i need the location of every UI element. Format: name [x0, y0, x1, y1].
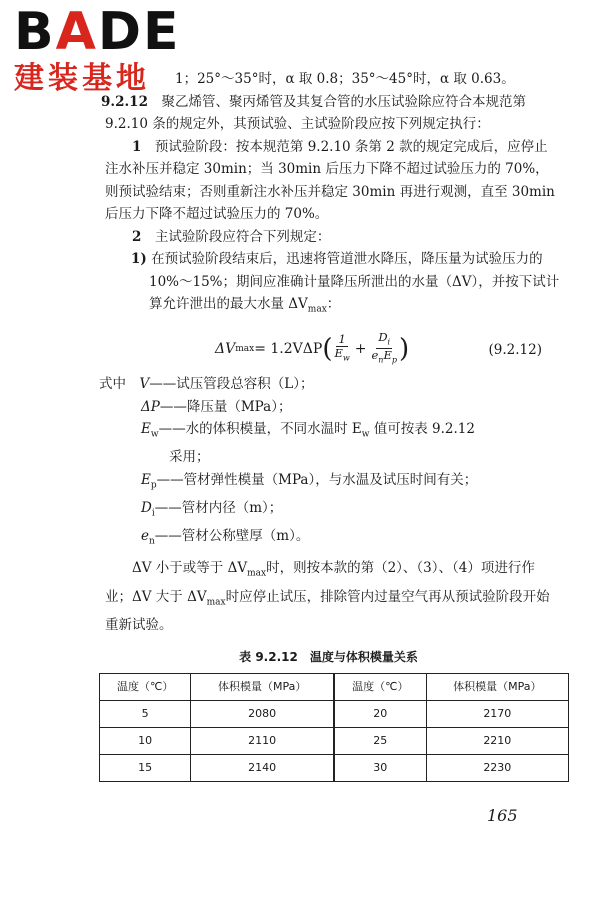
table-row — [100, 754, 569, 781]
left-paren: ( — [322, 333, 333, 364]
table-row — [100, 727, 569, 754]
intro-line: 1；25°～35°时，α 取 0.8；35°～45°时，α 取 0.63。 — [175, 71, 515, 87]
formula-expression: ΔV max = 1.2VΔP ( $\frac{1}{E_w}$ + $\frac{D_i}{e_nE_p}$ ) — [215, 330, 410, 365]
section-number: 9.2.12 — [101, 93, 148, 110]
table-cell: 2170 — [426, 700, 568, 727]
def-ew-cont: 采用； — [169, 449, 210, 466]
temperature-modulus-table — [99, 673, 569, 782]
table-cell: 15 — [100, 754, 191, 781]
def-dp: ΔP——降压量（MPa）； — [141, 398, 292, 415]
equation-number: (9.2.12) — [488, 342, 542, 359]
table-header-row — [100, 673, 569, 700]
fraction-2: $\frac{D_i}{e_nE_p}$ — [371, 330, 397, 365]
page-number: 165 — [487, 806, 518, 825]
table-cell: 20 — [334, 700, 426, 727]
fraction-1: $\frac{1}{E_w}$ — [334, 332, 350, 363]
item-2: 2 主试验阶段应符合下列规定： — [132, 228, 331, 245]
table-header: 体积模量（MPa） — [426, 673, 568, 700]
closing-paragraph: ΔV 小于或等于 $\Delta V_{max}$时，则按本款的第（2）、（3）、（4）项进行作业；ΔV 大于 $\Delta V_{max}$时应停止试压，排除管内过量空气再从预试验阶段开始重新试验。 — [105, 560, 550, 633]
def-v: 式中 V——试压管段总容积（L）； — [99, 376, 314, 393]
table-header: 体积模量（MPa） — [191, 673, 334, 700]
def-ep: $E_p——$管材弹性模量（MPa），与水温及试压时间有关； — [141, 471, 478, 491]
table-cell: 2110 — [191, 727, 334, 754]
table-title: 表 9.2.12 温度与体积模量关系 — [239, 650, 418, 665]
def-ew: $E_w——$水的体积模量，不同水温时 $E_w$ 值可按表 9.2.12 — [141, 421, 475, 440]
table-cell: 25 — [334, 727, 426, 754]
def-en: $e_n——$管材公称壁厚（m）。 — [141, 528, 310, 547]
logo-wordmark: BADE — [14, 2, 181, 62]
table-cell: 2230 — [426, 754, 568, 781]
document-page — [99, 68, 560, 782]
table-header: 温度（℃） — [100, 673, 191, 700]
table-row — [100, 700, 569, 727]
table-cell: 30 — [334, 754, 426, 781]
def-di: $D_i——$管材内径（m）； — [141, 500, 283, 519]
logo-subtitle: 建装基地 — [14, 61, 150, 96]
section-9-2-12: 9.2.12 聚乙烯管、聚丙烯管及其复合管的水压试验除应符合本规范第 9.2.10 条的规定外，其预试验、主试验阶段应按下列规定执行： — [101, 93, 526, 132]
table-cell: 10 — [100, 727, 191, 754]
formula-9-2-12 — [105, 327, 560, 367]
table-cell: 2210 — [426, 727, 568, 754]
right-paren: ) — [398, 333, 410, 364]
table-cell: 2140 — [191, 754, 334, 781]
table-cell: 2080 — [191, 700, 334, 727]
sub-item-1: 1) 在预试验阶段结束后，迅速将管道泄水降压，降压量为试验压力的 10%～15%；期间应准确计量降压所泄出的水量（ΔV），并按下试计算允许泄出的最大水量 $\Delta V_{max}$： — [131, 251, 560, 315]
table-cell: 5 — [100, 700, 191, 727]
table-header: 温度（℃） — [334, 673, 426, 700]
item-1: 1 预试验阶段：按本规范第 9.2.10 条第 2 款的规定完成后，应停止注水补压并稳定 30min；当 30min 后压力下降不超过试验压力的 70%，则预试验结束；否则重新注水补压并稳定 30min 再进行观测，直至 30min 后压力下降不超过试验压力的 70%。 — [105, 138, 555, 222]
